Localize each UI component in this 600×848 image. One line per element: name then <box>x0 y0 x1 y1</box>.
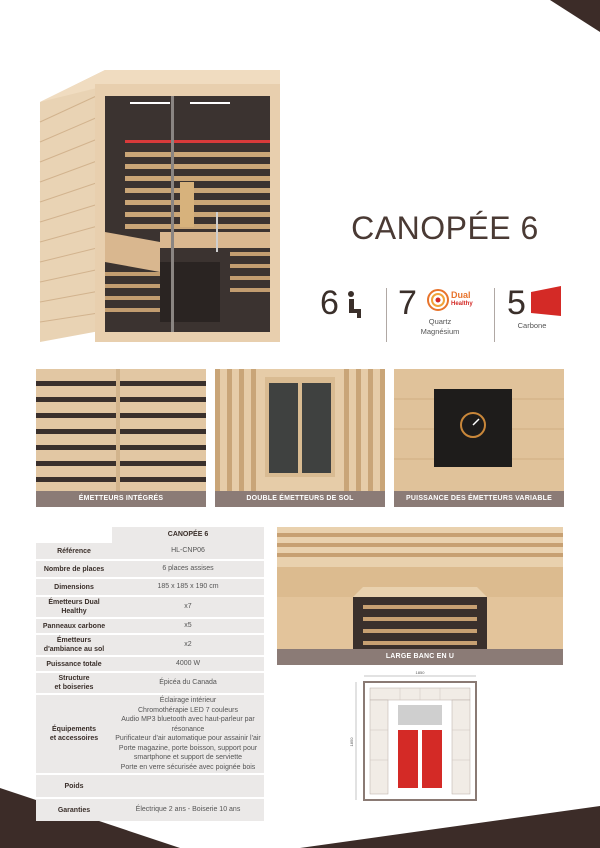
thumbnail-caption: DOUBLE ÉMETTEURS DE SOL <box>215 491 385 507</box>
thumbnail-image <box>394 369 564 491</box>
row-label-line: et accessoires <box>49 735 99 742</box>
row-label: Dimensions <box>36 579 112 595</box>
row-value <box>112 775 264 797</box>
row-label: Panneaux carbone <box>36 619 112 633</box>
row-value-line: Purificateur d'air automatique pour assainir l'air <box>115 735 261 742</box>
row-label: Puissance totale <box>36 657 112 671</box>
row-label <box>36 597 112 617</box>
dual-brand-text: Dual <box>451 290 471 300</box>
quartz-label <box>410 317 470 337</box>
floor-plan-diagram <box>350 670 480 805</box>
table-row <box>36 561 264 577</box>
table-row <box>36 543 264 559</box>
corner-decoration-top-right <box>550 0 600 32</box>
row-value-line: smartphone et support de serviette <box>133 754 243 761</box>
row-value: 4000 W <box>112 657 264 671</box>
table-row <box>36 597 264 617</box>
quartz-count: 7 <box>398 284 417 322</box>
thumbnail-integrated-emitters <box>36 369 206 507</box>
row-label: Poids <box>36 775 112 797</box>
quartz-label-line2: Magnésium <box>420 327 460 336</box>
spec-divider <box>386 288 387 342</box>
carbon-count: 5 <box>507 284 526 322</box>
carbon-panel-icon <box>531 286 561 316</box>
u-bench-photo <box>277 527 563 665</box>
table-row <box>36 657 264 671</box>
row-label-line: d'ambiance au sol <box>43 646 105 653</box>
u-bench-image <box>277 527 563 649</box>
row-value: 6 places assises <box>112 561 264 577</box>
plan-width-label: 1850 <box>415 670 425 675</box>
row-value: 185 x 185 x 190 cm <box>112 579 264 595</box>
table-row <box>36 579 264 595</box>
seats-count: 6 <box>320 284 339 322</box>
table-row <box>36 635 264 655</box>
row-label: Référence <box>36 543 112 559</box>
healthy-brand-text: Healthy <box>451 301 473 307</box>
row-label <box>36 673 112 693</box>
table-row <box>36 695 264 773</box>
sauna-hero-image <box>30 62 292 354</box>
row-value: Électrique 2 ans - Boiserie 10 ans <box>112 799 264 821</box>
product-title: CANOPÉE 6 <box>351 210 539 246</box>
row-label-line: Structure <box>58 675 90 682</box>
thumbnail-caption: ÉMETTEURS INTÉGRÉS <box>36 491 206 507</box>
table-header-empty <box>36 527 112 543</box>
dual-healthy-logo-icon <box>427 289 449 311</box>
row-value-line: Éclairage intérieur <box>159 697 217 704</box>
spec-divider <box>494 288 495 342</box>
row-value: Épicéa du Canada <box>112 673 264 693</box>
row-value-line: Chromothérapie LED 7 couleurs <box>138 706 238 714</box>
row-value-line: Porte magazine, porte boisson, support pour <box>118 744 258 752</box>
thumbnail-double-floor-emitters <box>215 369 385 507</box>
thumbnail-image <box>36 369 206 491</box>
table-header: CANOPÉE 6 <box>112 527 264 543</box>
row-value-line: Audio MP3 bluetooth avec haut-parleur par résonance <box>121 716 255 733</box>
row-label <box>36 635 112 655</box>
row-value-line: Porte en verre sécurisée avec poignée bois <box>120 763 256 771</box>
thumbnail-image <box>215 369 385 491</box>
thumbnail-variable-power <box>394 369 564 507</box>
row-value: x2 <box>112 635 264 655</box>
table-row <box>36 619 264 633</box>
row-value: x7 <box>112 597 264 617</box>
seated-person-icon <box>345 290 365 320</box>
row-value: HL-CNP06 <box>112 543 264 559</box>
plan-height-label: 1850 <box>349 737 354 747</box>
quartz-label-line1: Quartz <box>428 317 452 326</box>
row-value: x5 <box>112 619 264 633</box>
row-label: Garanties <box>36 799 112 821</box>
row-label: Nombre de places <box>36 561 112 577</box>
row-label-line: Healthy <box>61 608 87 615</box>
row-value <box>112 695 264 773</box>
table-row <box>36 673 264 693</box>
row-label-line: Équipements <box>52 726 96 733</box>
row-label-line: et boiseries <box>54 684 94 691</box>
row-label-line: Émetteurs Dual <box>48 599 100 606</box>
row-label-line: Émetteurs <box>56 637 92 644</box>
carbon-label: Carbone <box>517 321 547 330</box>
table-row <box>36 775 264 797</box>
row-label <box>36 695 112 773</box>
table-row <box>36 799 264 821</box>
table-header-row <box>36 527 264 543</box>
thumbnail-caption: PUISSANCE DES ÉMETTEURS VARIABLE <box>394 491 564 507</box>
spec-table <box>36 527 264 821</box>
u-bench-caption: LARGE BANC EN U <box>277 649 563 665</box>
